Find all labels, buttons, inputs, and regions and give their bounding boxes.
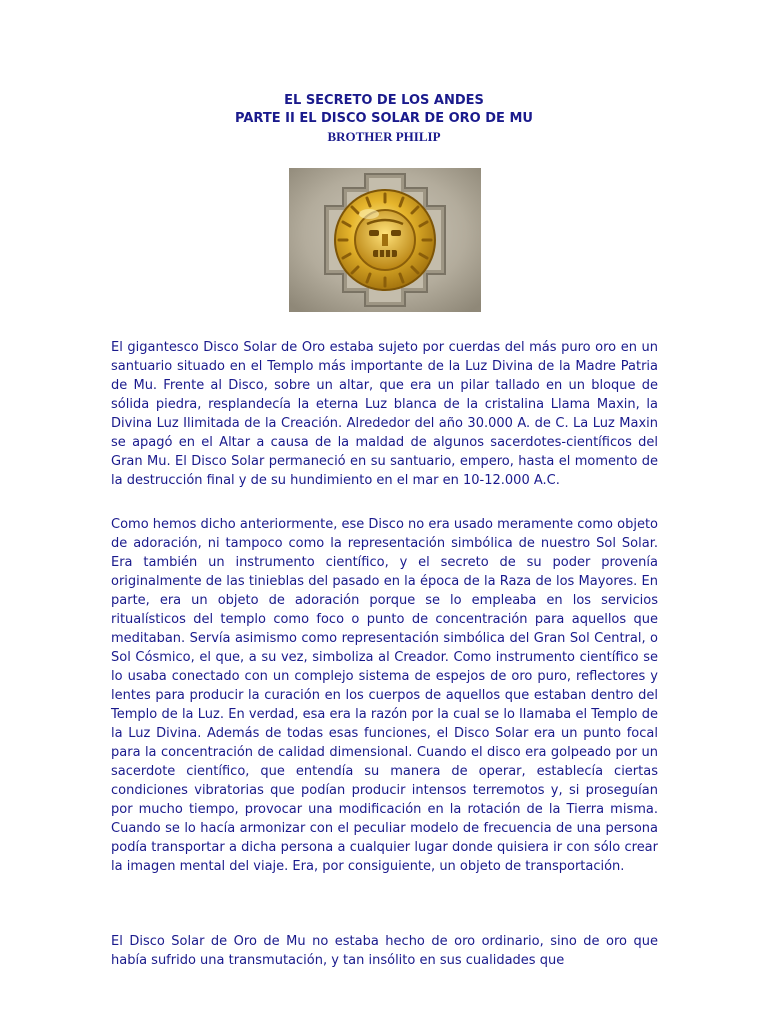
document-subtitle: PARTE II EL DISCO SOLAR DE ORO DE MU: [235, 111, 533, 126]
paragraph-2: Como hemos dicho anteriormente, ese Disco no era usado meramente como objeto de adoración, ni tampoco como la representación simbólica de nuestro Sol Solar. Era también un instrumento científico, y el secreto de su poder provenía originalmente de las tinieblas del pasado en la época de la Raza de los Mayores. En parte, era un objeto de adoración porque se lo empleaba en los servicios ritualísticos del templo como foco o punto de concentración para aquellos que meditaban. Servía asimismo como representación simbólica del Gran Sol Central, o Sol Cósmico, el que, a su vez, simboliza al Creador. Como instrumento científico se lo usaba conectado con un complejo sistema de espejos de oro puro, reflectores y lentes para producir la curación en los cuerpos de aquellos que estaban dentro del Templo de la Luz. En verdad, esa era la razón por la cual se lo llamaba el Templo de la Luz Divina. Además de todas esas funciones, el Disco Solar era un punto focal para la concentración de calidad dimensional. Cuando el disco era golpeado por un sacerdote científico, que entendía su manera de operar, establecía ciertas condiciones vibratorias que podían producir intensos terremotos y, si proseguían por mucho tiempo, provocar una modificación en la rotación de la Tierra misma. Cuando se lo hacía armonizar con el peculiar modelo de frecuencia de una persona podía transportar a dicha persona a cualquier lugar donde quisiera ir con sólo crear la imagen mental del viaje. Era, por consiguiente, un objeto de transportación.: [111, 517, 658, 874]
paragraph-3: El Disco Solar de Oro de Mu no estaba hecho de oro ordinario, sino de oro que había sufrido una transmutación, y tan insólito en sus cualidades que: [111, 934, 658, 968]
sun-disc-icon: [289, 168, 481, 312]
document-author: BROTHER PHILIP: [327, 129, 441, 144]
document-header: [0, 92, 768, 146]
golden-sun-disc-photo: [289, 168, 481, 312]
document-title: EL SECRETO DE LOS ANDES: [284, 93, 484, 108]
paragraph-1: El gigantesco Disco Solar de Oro estaba sujeto por cuerdas del más puro oro en un santuario situado en el Templo más importante de la Luz Divina de la Madre Patria de Mu. Frente al Disco, sobre un altar, que era un pilar tallado en un bloque de sólida piedra, resplandecía la eterna Luz blanca de la cristalina Llama Maxin, la Divina Luz Ilimitada de la Creación. Alrededor del año 30.000 A. de C. La Luz Maxin se apagó en el Altar a causa de la maldad de algunos sacerdotes-científicos del Gran Mu. El Disco Solar permaneció en su santuario, empero, hasta el momento de la destrucción final y de su hundimiento en el mar en 10-12.000 A.C.: [111, 340, 658, 488]
